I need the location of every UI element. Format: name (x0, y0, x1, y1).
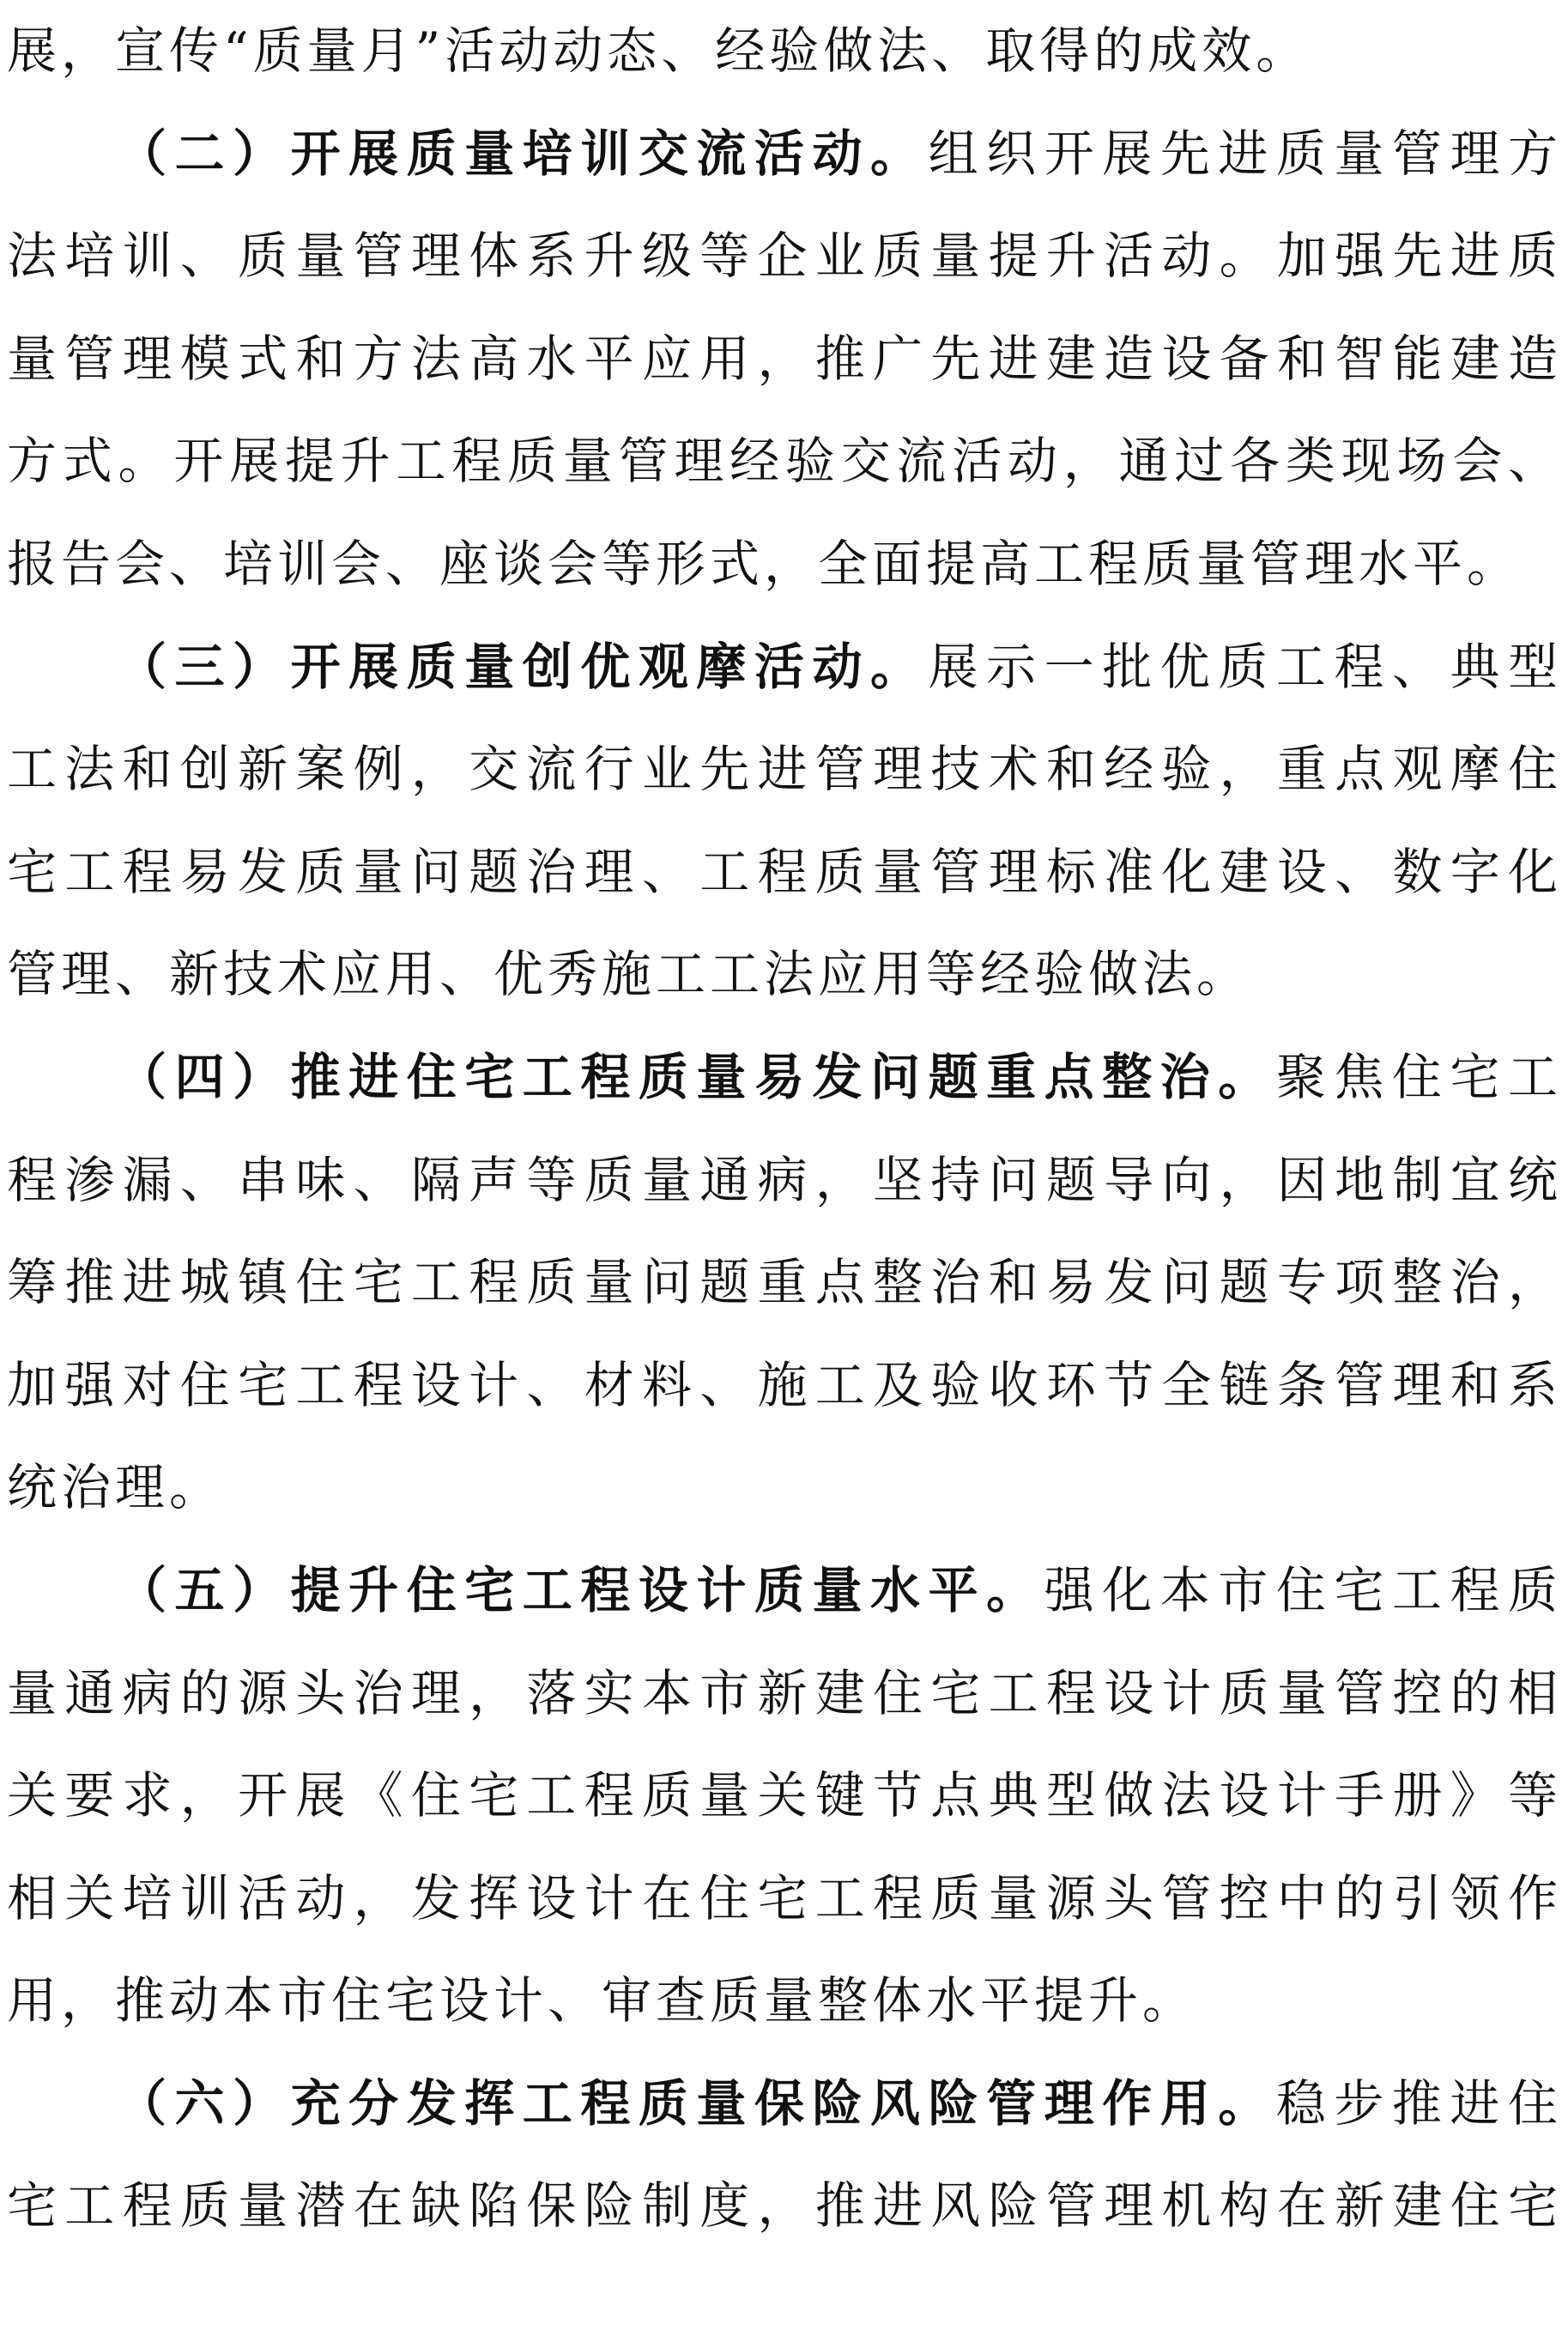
section-5-text: 强化本市住宅工程质 (1044, 1560, 1562, 1619)
text-line: 管理、新技术应用、优秀施工工法应用等经验做法。 (7, 945, 1251, 1004)
text-line: 法培训、质量管理体系升级等企业质量提升活动。加强先进质 (7, 227, 1562, 286)
section-6-text: 稳步推进住 (1275, 2073, 1562, 2133)
text-line: 筹推进城镇住宅工程质量问题重点整治和易发问题专项整治， (7, 1253, 1562, 1312)
text-line: 关要求，开展《住宅工程质量关键节点典型做法设计手册》等 (7, 1766, 1562, 1825)
section-3-text: 展示一批优质工程、典型 (928, 637, 1562, 696)
text-line: 用，推动本市住宅设计、审查质量整体水平提升。 (7, 1971, 1197, 2030)
text-line: 统治理。 (7, 1458, 224, 1517)
section-4-text: 聚焦住宅工 (1275, 1047, 1562, 1106)
section-2-first-line (7, 103, 1562, 206)
text-line: 报告会、培训会、座谈会等形式，全面提高工程质量管理水平。 (7, 534, 1522, 593)
section-5-heading: （五）提升住宅工程设计质量水平。 (117, 1560, 1044, 1619)
text-line: 宅工程质量潜在缺陷保险制度，推进风险管理机构在新建住宅 (7, 2176, 1562, 2236)
text-line: 加强对住宅工程设计、材料、施工及验收环节全链条管理和系 (7, 1355, 1562, 1414)
text-line: 量通病的源头治理，落实本市新建住宅工程设计质量管控的相 (7, 1663, 1562, 1722)
document-page (7, 0, 1562, 2258)
text-line: 展，宣传“质量月”活动动态、经验做法、取得的成效。 (7, 21, 1311, 80)
text-line: 方式。开展提升工程质量管理经验交流活动，通过各类现场会、 (7, 432, 1562, 491)
section-4-first-line (7, 1026, 1562, 1129)
section-4-heading: （四）推进住宅工程质量易发问题重点整治。 (117, 1047, 1276, 1106)
text-line: 量管理模式和方法高水平应用，推广先进建造设备和智能建造 (7, 329, 1562, 388)
section-2-text: 组织开展先进质量管理方 (928, 124, 1562, 183)
section-5-first-line (7, 1540, 1562, 1643)
section-3-heading: （三）开展质量创优观摩活动。 (117, 637, 929, 696)
section-3-first-line (7, 616, 1562, 719)
text-line: 程渗漏、串味、隔声等质量通病，坚持问题导向，因地制宜统 (7, 1150, 1562, 1209)
section-6-first-line (7, 2053, 1562, 2156)
text-line: 宅工程易发质量问题治理、工程质量管理标准化建设、数字化 (7, 842, 1562, 901)
section-2-heading: （二）开展质量培训交流活动。 (117, 124, 929, 183)
text-line: 相关培训活动，发挥设计在住宅工程质量源头管控中的引领作 (7, 1868, 1562, 1928)
text-line: 工法和创新案例，交流行业先进管理技术和经验，重点观摩住 (7, 740, 1562, 799)
section-6-heading: （六）充分发挥工程质量保险风险管理作用。 (117, 2073, 1276, 2133)
